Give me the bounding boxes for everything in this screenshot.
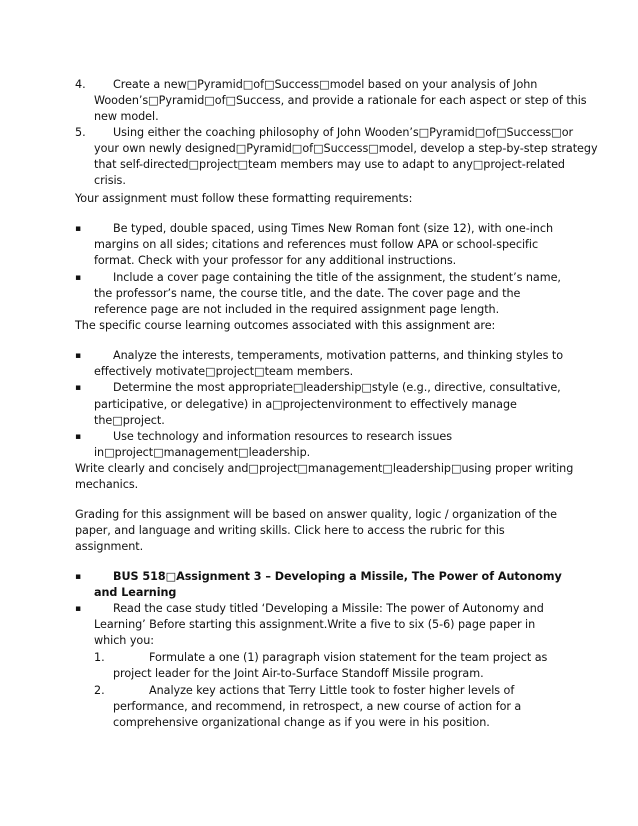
item-text-line: Wooden’s□Pyramid□of□Success, and provide a rationale for each aspect or step of this xyxy=(94,94,587,107)
item-text-line: crisis. xyxy=(94,174,126,187)
bullet-text-line: format. Check with your professor for any additional instructions. xyxy=(94,254,457,267)
formatting-intro: Your assignment must follow these formatting requirements: xyxy=(75,192,413,205)
bullet-text-line: Be typed, double spaced, using Times New Roman font (size 12), with one-inch xyxy=(113,222,553,235)
bullet-text-line: margins on all sides; citations and references must follow APA or school-specific xyxy=(94,238,539,251)
write-clearly-line: Write clearly and concisely and□project□management□leadership□using proper writing xyxy=(75,462,574,475)
bullet-marker: ▪ xyxy=(75,432,82,442)
bullet-text-line: Include a cover page containing the title of the assignment, the student’s name, xyxy=(113,271,561,284)
bullet-marker: ▪ xyxy=(75,572,82,582)
bullet-marker: ▪ xyxy=(75,273,82,283)
item-text-line: Create a new□Pyramid□of□Success□model based on your analysis of John xyxy=(113,78,538,91)
bullet-text-line: participative, or delegative) in a□projectenvironment to effectively manage xyxy=(94,398,517,411)
write-clearly-line: mechanics. xyxy=(75,478,139,491)
bullet-text-line: Determine the most appropriate□leadership□style (e.g., directive, consultative, xyxy=(113,381,561,394)
bullet-text-line: the professor’s name, the course title, and the date. The cover page and the xyxy=(94,287,521,300)
item-number: 4. xyxy=(75,78,86,91)
bullet-marker: ▪ xyxy=(75,224,82,234)
item-number: 5. xyxy=(75,126,86,139)
sub-item-line: Analyze key actions that Terry Little took to foster higher levels of xyxy=(149,684,515,697)
assignment-title-line: BUS 518□Assignment 3 – Developing a Missile, The Power of Autonomy xyxy=(113,570,562,583)
bullet-text-line: Analyze the interests, temperaments, motivation patterns, and thinking styles to xyxy=(113,349,564,362)
assignment-title-line: and Learning xyxy=(94,586,177,599)
bullet-text-line: in□project□management□leadership. xyxy=(94,446,311,459)
bullet-text-line: the□project. xyxy=(94,414,165,427)
grading-line: Grading for this assignment will be based on answer quality, logic / organization of the xyxy=(75,508,557,521)
sub-item-line: Formulate a one (1) paragraph vision statement for the team project as xyxy=(149,651,548,664)
bullet-text-line: Use technology and information resources to research issues xyxy=(113,430,452,443)
item-text-line: that self-directed□project□team members may use to adapt to any□project-related xyxy=(94,158,565,171)
outcomes-intro: The specific course learning outcomes associated with this assignment are: xyxy=(75,319,496,332)
sub-item-number: 1. xyxy=(94,651,105,664)
grading-line: assignment. xyxy=(75,540,144,553)
bullet-marker: ▪ xyxy=(75,383,82,393)
bullet-text-line: reference page are not included in the required assignment page length. xyxy=(94,303,500,316)
case-study-line: which you: xyxy=(94,634,154,647)
bullet-marker: ▪ xyxy=(75,351,82,361)
sub-item-line: performance, and recommend, in retrospect, a new course of action for a xyxy=(113,700,522,713)
case-study-line: Learning’ Before starting this assignment.Write a five to six (5-6) page paper in xyxy=(94,618,536,631)
sub-item-number: 2. xyxy=(94,684,105,697)
grading-line: paper, and language and writing skills. Click here to access the rubric for this xyxy=(75,524,505,537)
item-text-line: new model. xyxy=(94,110,159,123)
case-study-line: Read the case study titled ‘Developing a Missile: The power of Autonomy and xyxy=(113,602,544,615)
bullet-marker: ▪ xyxy=(75,604,82,614)
item-text-line: Using either the coaching philosophy of John Wooden’s□Pyramid□of□Success□or xyxy=(113,126,574,139)
bullet-text-line: effectively motivate□project□team members. xyxy=(94,365,354,378)
sub-item-line: project leader for the Joint Air-to-Surface Standoff Missile program. xyxy=(113,667,484,680)
sub-item-line: comprehensive organizational change as if you were in his position. xyxy=(113,716,490,729)
item-text-line: your own newly designed□Pyramid□of□Success□model, develop a step-by-step strategy xyxy=(94,142,598,155)
